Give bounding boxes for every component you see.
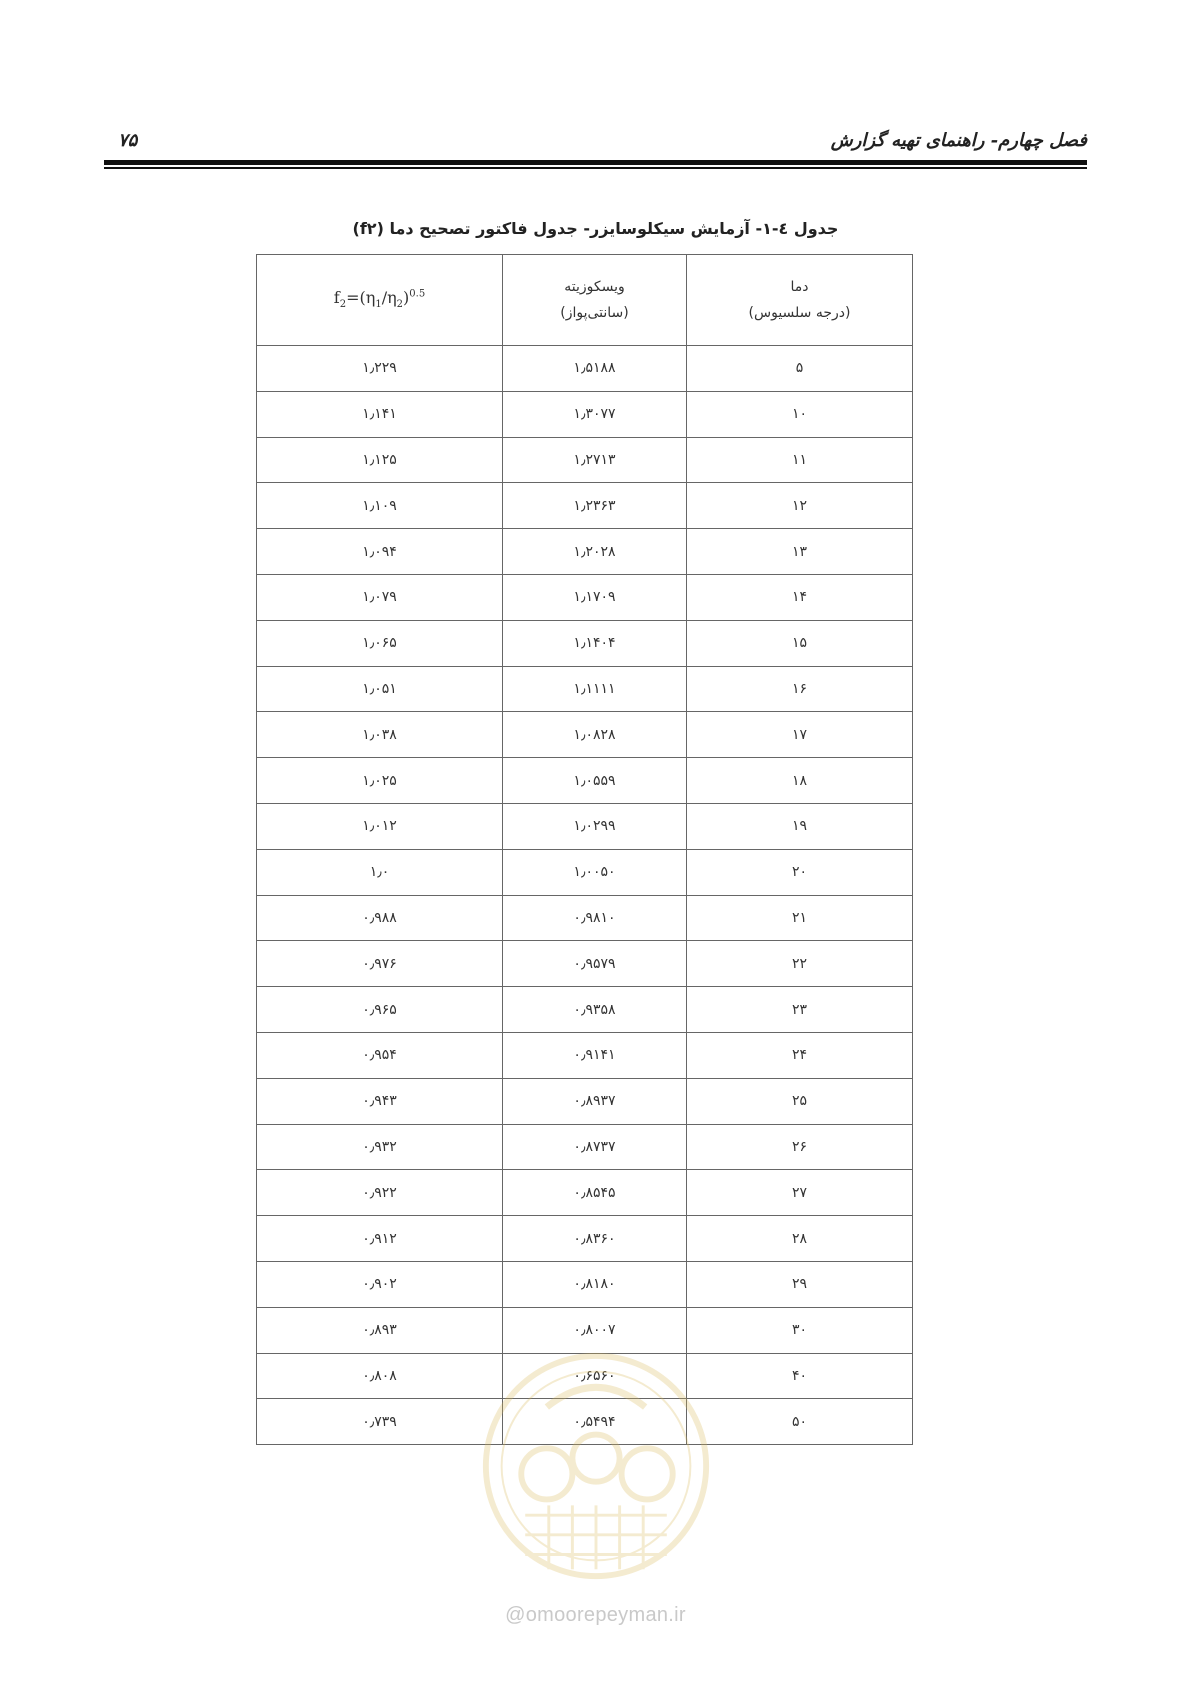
table-header-row [257, 255, 913, 346]
f2-subscript: 2 [339, 299, 347, 311]
viscosity-cell: ۰٫۸۵۴۵ [503, 1170, 687, 1216]
viscosity-cell: ۱٫۰۲۹۹ [503, 803, 687, 849]
table-row [257, 483, 913, 529]
page-header [104, 128, 1087, 158]
viscosity-cell: ۰٫۸۳۶۰ [503, 1216, 687, 1262]
page-number: ۷۵ [118, 130, 138, 151]
table-row [257, 1032, 913, 1078]
temperature-cell: ۴۰ [687, 1353, 913, 1399]
viscosity-header-label: ویسکوزیته [564, 279, 625, 295]
temperature-cell: ۱۲ [687, 483, 913, 529]
f2-cell: ۰٫۸۹۳ [257, 1307, 503, 1353]
f2-cell: ۰٫۹۳۲ [257, 1124, 503, 1170]
f2-cell: ۰٫۹۶۵ [257, 987, 503, 1033]
viscosity-cell: ۰٫۹۱۴۱ [503, 1032, 687, 1078]
temperature-cell: ۱۶ [687, 666, 913, 712]
viscosity-cell: ۱٫۲۳۶۳ [503, 483, 687, 529]
f2-cell: ۱٫۰۶۵ [257, 620, 503, 666]
f2-eta1-subscript: 1 [375, 299, 382, 311]
f2-formula [333, 288, 426, 311]
temperature-cell: ۲۸ [687, 1216, 913, 1262]
f2-cell: ۰٫۹۵۴ [257, 1032, 503, 1078]
temperature-cell: ۲۶ [687, 1124, 913, 1170]
table-row [257, 620, 913, 666]
viscosity-cell: ۱٫۱۴۰۴ [503, 620, 687, 666]
temperature-cell: ۱۰ [687, 391, 913, 437]
temperature-cell: ۱۱ [687, 437, 913, 483]
table-row [257, 666, 913, 712]
table-row [257, 1261, 913, 1307]
temperature-cell: ۲۰ [687, 849, 913, 895]
viscosity-header [503, 255, 687, 346]
header-rule-thin [104, 167, 1087, 169]
table-row [257, 895, 913, 941]
temperature-cell: ۱۳ [687, 529, 913, 575]
viscosity-cell: ۱٫۱۱۱۱ [503, 666, 687, 712]
table-row [257, 391, 913, 437]
f2-cell: ۰٫۹۷۶ [257, 941, 503, 987]
table-row [257, 712, 913, 758]
temperature-cell: ۵۰ [687, 1399, 913, 1445]
temperature-cell: ۲۵ [687, 1078, 913, 1124]
viscosity-cell: ۰٫۸۱۸۰ [503, 1261, 687, 1307]
f2-cell: ۰٫۹۱۲ [257, 1216, 503, 1262]
viscosity-header-unit: (سانتی‌پواز) [560, 305, 629, 321]
viscosity-cell: ۰٫۸۹۳۷ [503, 1078, 687, 1124]
f2-cell: ۱٫۰۵۱ [257, 666, 503, 712]
temperature-header-label: دما [790, 279, 809, 295]
temperature-header-unit: (درجه سلسیوس) [748, 305, 851, 321]
temperature-cell: ۲۱ [687, 895, 913, 941]
table-row [257, 758, 913, 804]
temperature-cell: ۱۷ [687, 712, 913, 758]
table-row [257, 941, 913, 987]
f2-cell: ۰٫۹۸۸ [257, 895, 503, 941]
f2-header [257, 255, 503, 346]
viscosity-cell: ۰٫۸۰۰۷ [503, 1307, 687, 1353]
header-rule-thick [104, 160, 1087, 165]
viscosity-cell: ۱٫۱۷۰۹ [503, 574, 687, 620]
table-row [257, 346, 913, 392]
temperature-cell: ۲۳ [687, 987, 913, 1033]
watermark-url: @omoorepeyman.ir [505, 1604, 686, 1626]
table-row [257, 1307, 913, 1353]
f2-eta2: /η [381, 288, 397, 308]
viscosity-cell: ۱٫۰۸۲۸ [503, 712, 687, 758]
table-row [257, 1170, 913, 1216]
table-row [257, 987, 913, 1033]
table-row [257, 1124, 913, 1170]
table-row [257, 529, 913, 575]
table-row [257, 1078, 913, 1124]
table-caption: جدول ٤-١- آزمایش سیکلوسایزر- جدول فاکتور تصحیح دما (f۲) [352, 219, 839, 238]
f2-exponent: 0.5 [409, 288, 426, 300]
temperature-header [687, 255, 913, 346]
omoorepeyman-seal-watermark [478, 1348, 714, 1584]
f2-cell: ۰٫۹۴۳ [257, 1078, 503, 1124]
f2-cell: ۱٫۱۴۱ [257, 391, 503, 437]
temperature-cell: ۱۵ [687, 620, 913, 666]
viscosity-cell: ۱٫۵۱۸۸ [503, 346, 687, 392]
viscosity-cell: ۰٫۵۴۹۴ [503, 1399, 687, 1445]
f2-cell: ۱٫۲۲۹ [257, 346, 503, 392]
viscosity-cell: ۱٫۳۰۷۷ [503, 391, 687, 437]
f2-cell: ۱٫۰ [257, 849, 503, 895]
f2-cell: ۱٫۱۰۹ [257, 483, 503, 529]
table-row [257, 1216, 913, 1262]
f2-cell: ۰٫۹۲۲ [257, 1170, 503, 1216]
viscosity-cell: ۰٫۶۵۶۰ [503, 1353, 687, 1399]
f2-cell: ۰٫۸۰۸ [257, 1353, 503, 1399]
temperature-cell: ۵ [687, 346, 913, 392]
viscosity-cell: ۱٫۲۰۲۸ [503, 529, 687, 575]
temperature-cell: ۲۹ [687, 1261, 913, 1307]
f2-eta1: =(η [346, 288, 376, 308]
viscosity-cell: ۰٫۸۷۳۷ [503, 1124, 687, 1170]
temperature-cell: ۲۲ [687, 941, 913, 987]
temperature-cell: ۱۴ [687, 574, 913, 620]
table-row [257, 803, 913, 849]
table-row [257, 574, 913, 620]
chapter-title: فصل چهارم- راهنمای تهیه گزارش [830, 130, 1087, 151]
temperature-cell: ۱۹ [687, 803, 913, 849]
f2-eta2-subscript: 2 [396, 299, 404, 311]
viscosity-cell: ۰٫۹۳۵۸ [503, 987, 687, 1033]
f2-symbol: f [333, 288, 340, 308]
table-row [257, 849, 913, 895]
table-row [257, 437, 913, 483]
table-body [257, 346, 913, 1445]
temperature-correction-table [256, 254, 913, 1445]
f2-cell: ۱٫۰۹۴ [257, 529, 503, 575]
viscosity-cell: ۱٫۰۰۵۰ [503, 849, 687, 895]
viscosity-cell: ۰٫۹۵۷۹ [503, 941, 687, 987]
f2-cell: ۱٫۰۱۲ [257, 803, 503, 849]
viscosity-cell: ۰٫۹۸۱۰ [503, 895, 687, 941]
viscosity-cell: ۱٫۲۷۱۳ [503, 437, 687, 483]
temperature-cell: ۲۴ [687, 1032, 913, 1078]
f2-cell: ۱٫۰۷۹ [257, 574, 503, 620]
f2-cell: ۱٫۰۳۸ [257, 712, 503, 758]
f2-cell: ۰٫۷۳۹ [257, 1399, 503, 1445]
f2-cell: ۰٫۹۰۲ [257, 1261, 503, 1307]
temperature-cell: ۳۰ [687, 1307, 913, 1353]
f2-cell: ۱٫۱۲۵ [257, 437, 503, 483]
temperature-cell: ۱۸ [687, 758, 913, 804]
viscosity-cell: ۱٫۰۵۵۹ [503, 758, 687, 804]
f2-close-paren: ) [403, 288, 410, 308]
f2-cell: ۱٫۰۲۵ [257, 758, 503, 804]
temperature-cell: ۲۷ [687, 1170, 913, 1216]
